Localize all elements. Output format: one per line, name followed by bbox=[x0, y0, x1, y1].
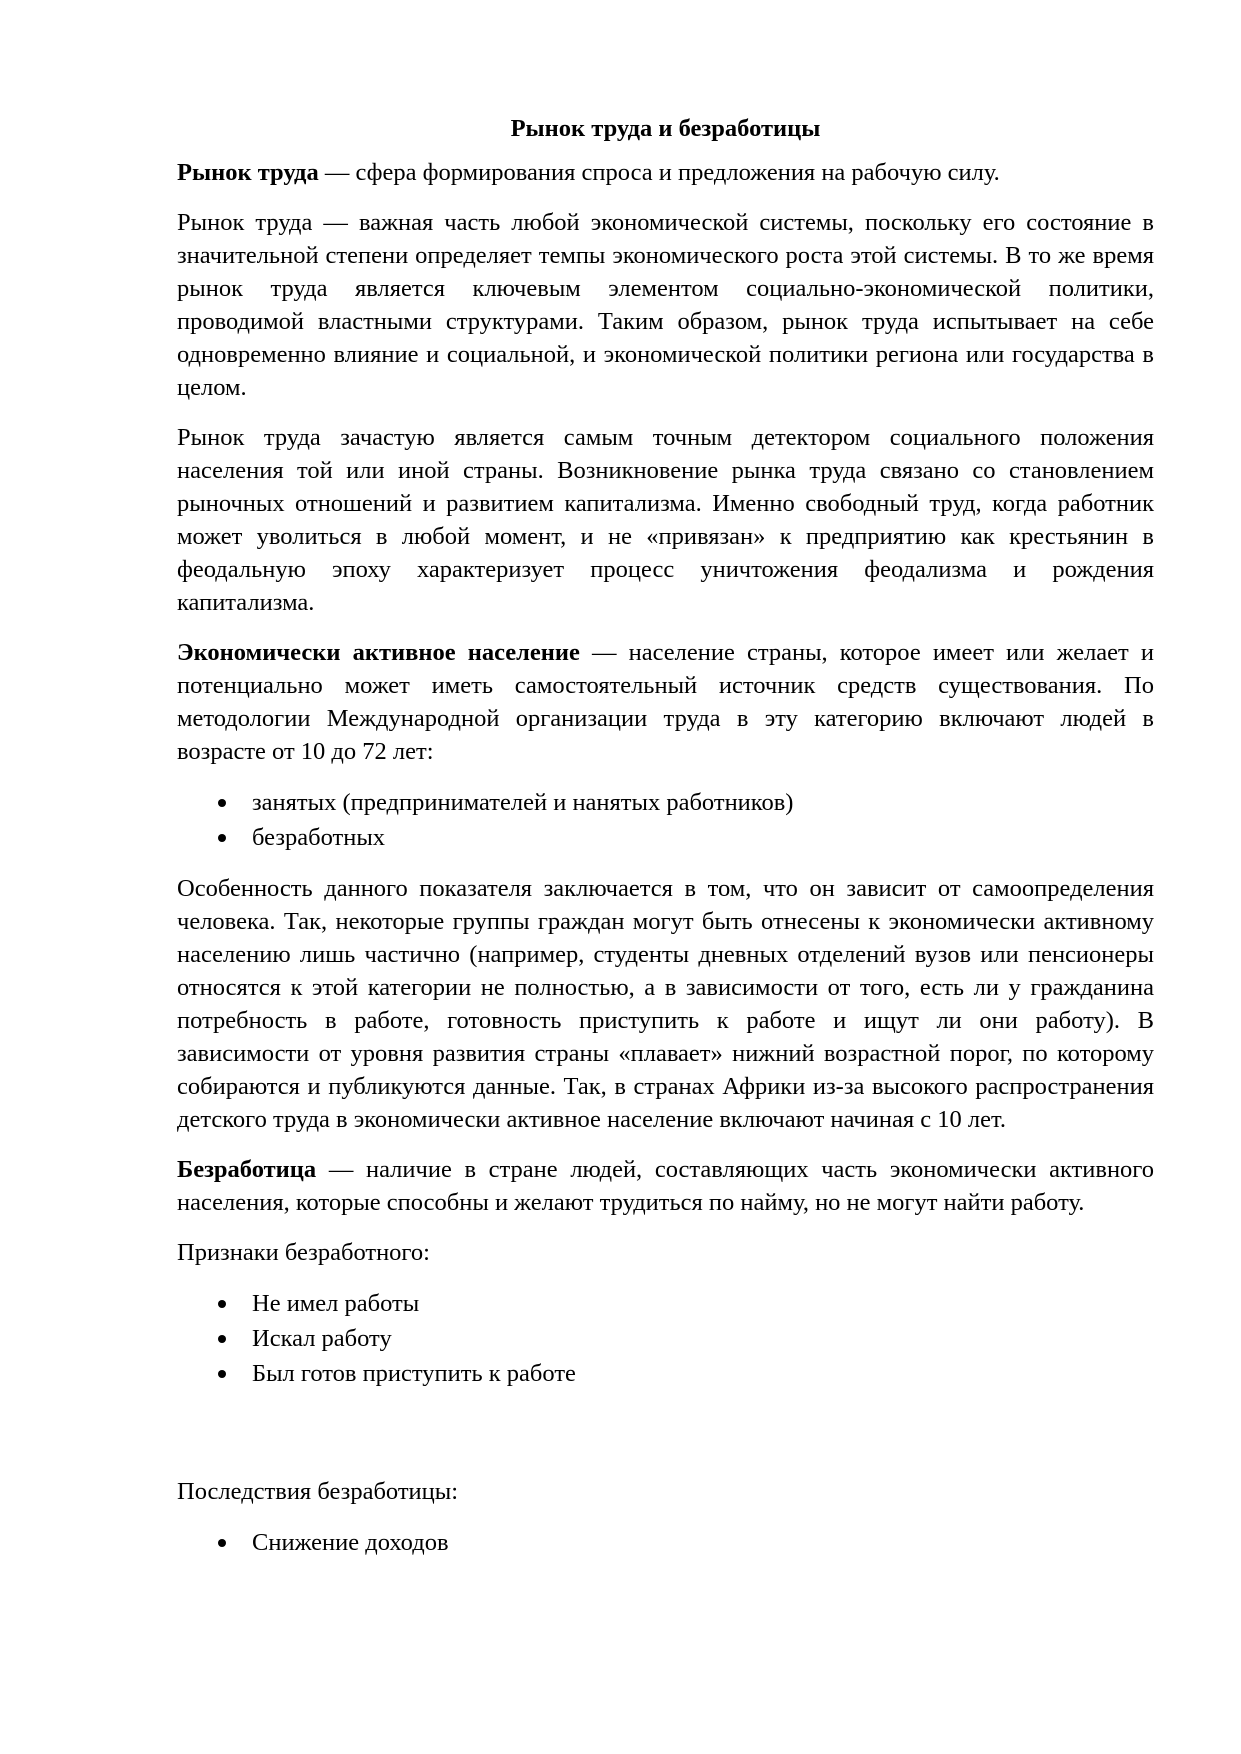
definition-unemployment-text: — наличие в стране людей, составляющих часть экономически активного населения, которые способны и желают трудиться по найму, но не могут найти работу. bbox=[177, 1156, 1154, 1216]
consequences-heading: Последствия безработицы: bbox=[177, 1478, 459, 1505]
blank-line bbox=[177, 1408, 1154, 1475]
definition-active-population bbox=[177, 636, 1154, 768]
paragraph-labor-market-importance: Рынок труда — важная часть любой экономической системы, поскольку его состояние в значительной степени определяет темпы экономического роста этой системы. В то же время рынок труда является ключевым элементом социально-экономической политики, проводимой властными структурами. Таким образом, рынок труда испытывает на себе одновременно влияние и социальной, и экономической политики региона или государства в целом. bbox=[177, 209, 1154, 401]
signs-list bbox=[177, 1286, 1154, 1391]
paragraph-labor-market-history: Рынок труда зачастую является самым точным детектором социального положения населения той или иной страны. Возникновение рынка труда связано со становлением рыночных отношений и развитием капитализма. Именно свободный труд, когда работник может уволиться в любой момент, и не «привязан» к предприятию как крестьянин в феодальную эпоху характеризует процесс уничтожения феодализма и рождения капитализма. bbox=[177, 424, 1154, 616]
term-unemployment: Безработица bbox=[177, 1156, 317, 1183]
document-title: Рынок труда и безработицы bbox=[510, 115, 821, 142]
definition-unemployment bbox=[177, 1153, 1154, 1219]
list-item: Искал работу bbox=[177, 1321, 1154, 1356]
active-population-list bbox=[177, 785, 1154, 855]
term-active-population: Экономически активное население bbox=[177, 639, 580, 666]
definition-labor-market bbox=[177, 156, 1154, 189]
list-item: Снижение доходов bbox=[177, 1525, 1154, 1560]
list-item: Не имел работы bbox=[177, 1286, 1154, 1321]
list-item: занятых (предпринимателей и нанятых работников) bbox=[177, 785, 1154, 820]
term-labor-market: Рынок труда bbox=[177, 159, 319, 186]
paragraph-indicator-features: Особенность данного показателя заключается в том, что он зависит от самоопределения человека. Так, некоторые группы граждан могут быть отнесены к экономически активному населению лишь частично (например, студенты дневных отделений вузов или пенсионеры относятся к этой категории не полностью, а в зависимости от того, есть ли у гражданина потребность в работе, готовность приступить к работе и ищут ли они работу). В зависимости от уровня развития страны «плавает» нижний возрастной порог, по которому собираются и публикуются данные. Так, в странах Африки из-за высокого распространения детского труда в экономически активное население включают начиная с 10 лет. bbox=[177, 875, 1154, 1133]
list-item: безработных bbox=[177, 820, 1154, 855]
document-body bbox=[177, 112, 1154, 1577]
list-item: Был готов приступить к работе bbox=[177, 1356, 1154, 1391]
definition-labor-market-text: — сфера формирования спроса и предложения на рабочую силу. bbox=[318, 159, 1000, 186]
consequences-list bbox=[177, 1525, 1154, 1560]
signs-heading: Признаки безработного: bbox=[177, 1239, 430, 1266]
definition-active-population-text: — население страны, которое имеет или желает и потенциально может иметь самостоятельный источник средств существования. По методологии Международной организации труда в эту категорию включают людей в возрасте от 10 до 72 лет: bbox=[177, 639, 1155, 765]
